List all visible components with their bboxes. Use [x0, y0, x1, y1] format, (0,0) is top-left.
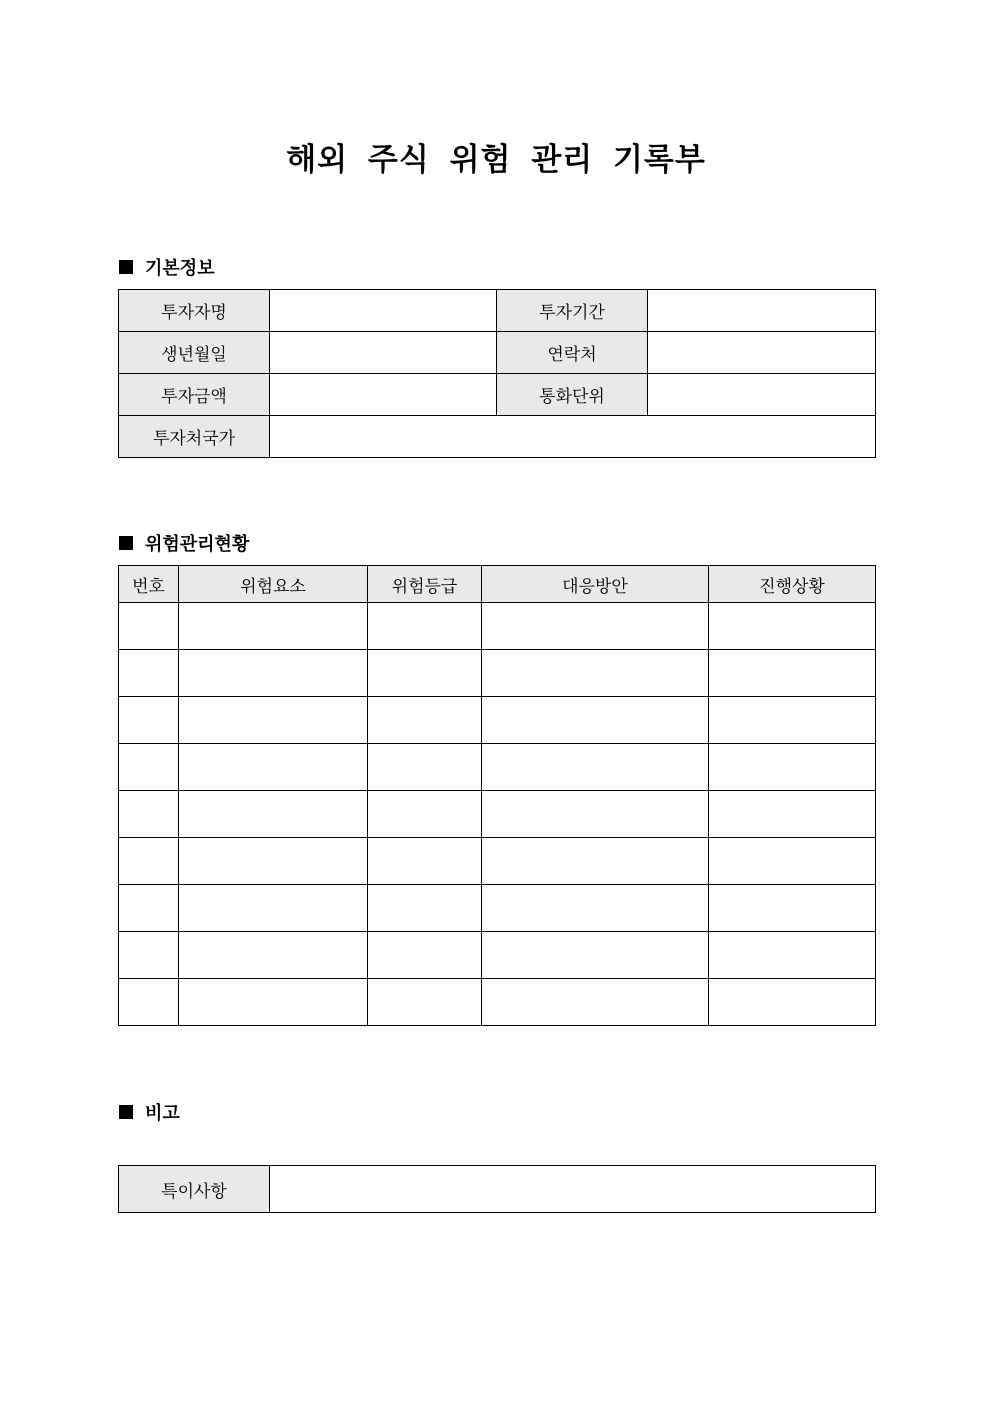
response-plan-cell[interactable] [482, 838, 709, 885]
investment-country-field[interactable] [270, 416, 876, 458]
risk-level-cell[interactable] [368, 932, 482, 979]
number-cell[interactable] [119, 650, 179, 697]
label-investment-amount: 투자금액 [119, 374, 270, 416]
risk-management-table [118, 565, 876, 1026]
investor-name-field[interactable] [270, 290, 497, 332]
label-special-notes: 특이사항 [119, 1166, 270, 1213]
section-heading-risk-management [119, 530, 249, 556]
investment-period-field[interactable] [648, 290, 876, 332]
table-row [119, 650, 876, 697]
risk-level-cell[interactable] [368, 838, 482, 885]
table-row [119, 374, 876, 416]
column-header-risk-level: 위험등급 [368, 566, 482, 603]
risk-factor-cell[interactable] [179, 697, 368, 744]
column-header-risk-factor: 위험요소 [179, 566, 368, 603]
number-cell[interactable] [119, 979, 179, 1026]
square-bullet-icon [119, 1105, 133, 1119]
currency-unit-field[interactable] [648, 374, 876, 416]
section-heading-basic-info [119, 254, 215, 280]
page-title: 해외 주식 위험 관리 기록부 [286, 142, 706, 178]
progress-cell[interactable] [709, 979, 876, 1026]
progress-cell[interactable] [709, 697, 876, 744]
column-header-progress: 진행상황 [709, 566, 876, 603]
number-cell[interactable] [119, 885, 179, 932]
table-row [119, 1166, 876, 1213]
number-cell[interactable] [119, 791, 179, 838]
number-cell[interactable] [119, 932, 179, 979]
risk-level-cell[interactable] [368, 885, 482, 932]
label-investor-name: 투자자명 [119, 290, 270, 332]
table-row [119, 290, 876, 332]
label-investment-period: 투자기간 [497, 290, 648, 332]
table-row [119, 791, 876, 838]
label-currency-unit: 통화단위 [497, 374, 648, 416]
progress-cell[interactable] [709, 838, 876, 885]
progress-cell[interactable] [709, 791, 876, 838]
risk-level-cell[interactable] [368, 979, 482, 1026]
progress-cell[interactable] [709, 603, 876, 650]
birth-date-field[interactable] [270, 332, 497, 374]
section-heading-remarks [119, 1099, 180, 1125]
contact-field[interactable] [648, 332, 876, 374]
table-row [119, 838, 876, 885]
number-cell[interactable] [119, 603, 179, 650]
number-cell[interactable] [119, 697, 179, 744]
number-cell[interactable] [119, 838, 179, 885]
section-heading-label: 위험관리현황 [145, 534, 250, 555]
column-header-number: 번호 [119, 566, 179, 603]
risk-level-cell[interactable] [368, 650, 482, 697]
table-row [119, 603, 876, 650]
risk-level-cell[interactable] [368, 744, 482, 791]
response-plan-cell[interactable] [482, 979, 709, 1026]
risk-factor-cell[interactable] [179, 744, 368, 791]
label-contact: 연락처 [497, 332, 648, 374]
risk-factor-cell[interactable] [179, 932, 368, 979]
section-heading-label: 비고 [145, 1103, 180, 1124]
response-plan-cell[interactable] [482, 885, 709, 932]
table-row [119, 332, 876, 374]
risk-factor-cell[interactable] [179, 791, 368, 838]
investment-amount-field[interactable] [270, 374, 497, 416]
risk-factor-cell[interactable] [179, 885, 368, 932]
risk-factor-cell[interactable] [179, 650, 368, 697]
basic-info-table [118, 289, 876, 458]
table-header-row [119, 566, 876, 603]
table-row [119, 932, 876, 979]
table-row [119, 416, 876, 458]
response-plan-cell[interactable] [482, 697, 709, 744]
progress-cell[interactable] [709, 885, 876, 932]
column-header-response-plan: 대응방안 [482, 566, 709, 603]
progress-cell[interactable] [709, 932, 876, 979]
square-bullet-icon [119, 536, 133, 550]
remarks-table [118, 1165, 876, 1213]
table-row [119, 697, 876, 744]
response-plan-cell[interactable] [482, 650, 709, 697]
progress-cell[interactable] [709, 744, 876, 791]
response-plan-cell[interactable] [482, 791, 709, 838]
section-heading-label: 기본정보 [145, 258, 215, 279]
risk-level-cell[interactable] [368, 697, 482, 744]
label-birth-date: 생년월일 [119, 332, 270, 374]
label-investment-country: 투자처국가 [119, 416, 270, 458]
table-row [119, 885, 876, 932]
response-plan-cell[interactable] [482, 603, 709, 650]
response-plan-cell[interactable] [482, 932, 709, 979]
response-plan-cell[interactable] [482, 744, 709, 791]
table-row [119, 744, 876, 791]
special-notes-field[interactable] [270, 1166, 876, 1213]
risk-factor-cell[interactable] [179, 838, 368, 885]
table-row [119, 979, 876, 1026]
risk-factor-cell[interactable] [179, 603, 368, 650]
progress-cell[interactable] [709, 650, 876, 697]
square-bullet-icon [119, 260, 133, 274]
risk-level-cell[interactable] [368, 791, 482, 838]
risk-level-cell[interactable] [368, 603, 482, 650]
risk-factor-cell[interactable] [179, 979, 368, 1026]
number-cell[interactable] [119, 744, 179, 791]
